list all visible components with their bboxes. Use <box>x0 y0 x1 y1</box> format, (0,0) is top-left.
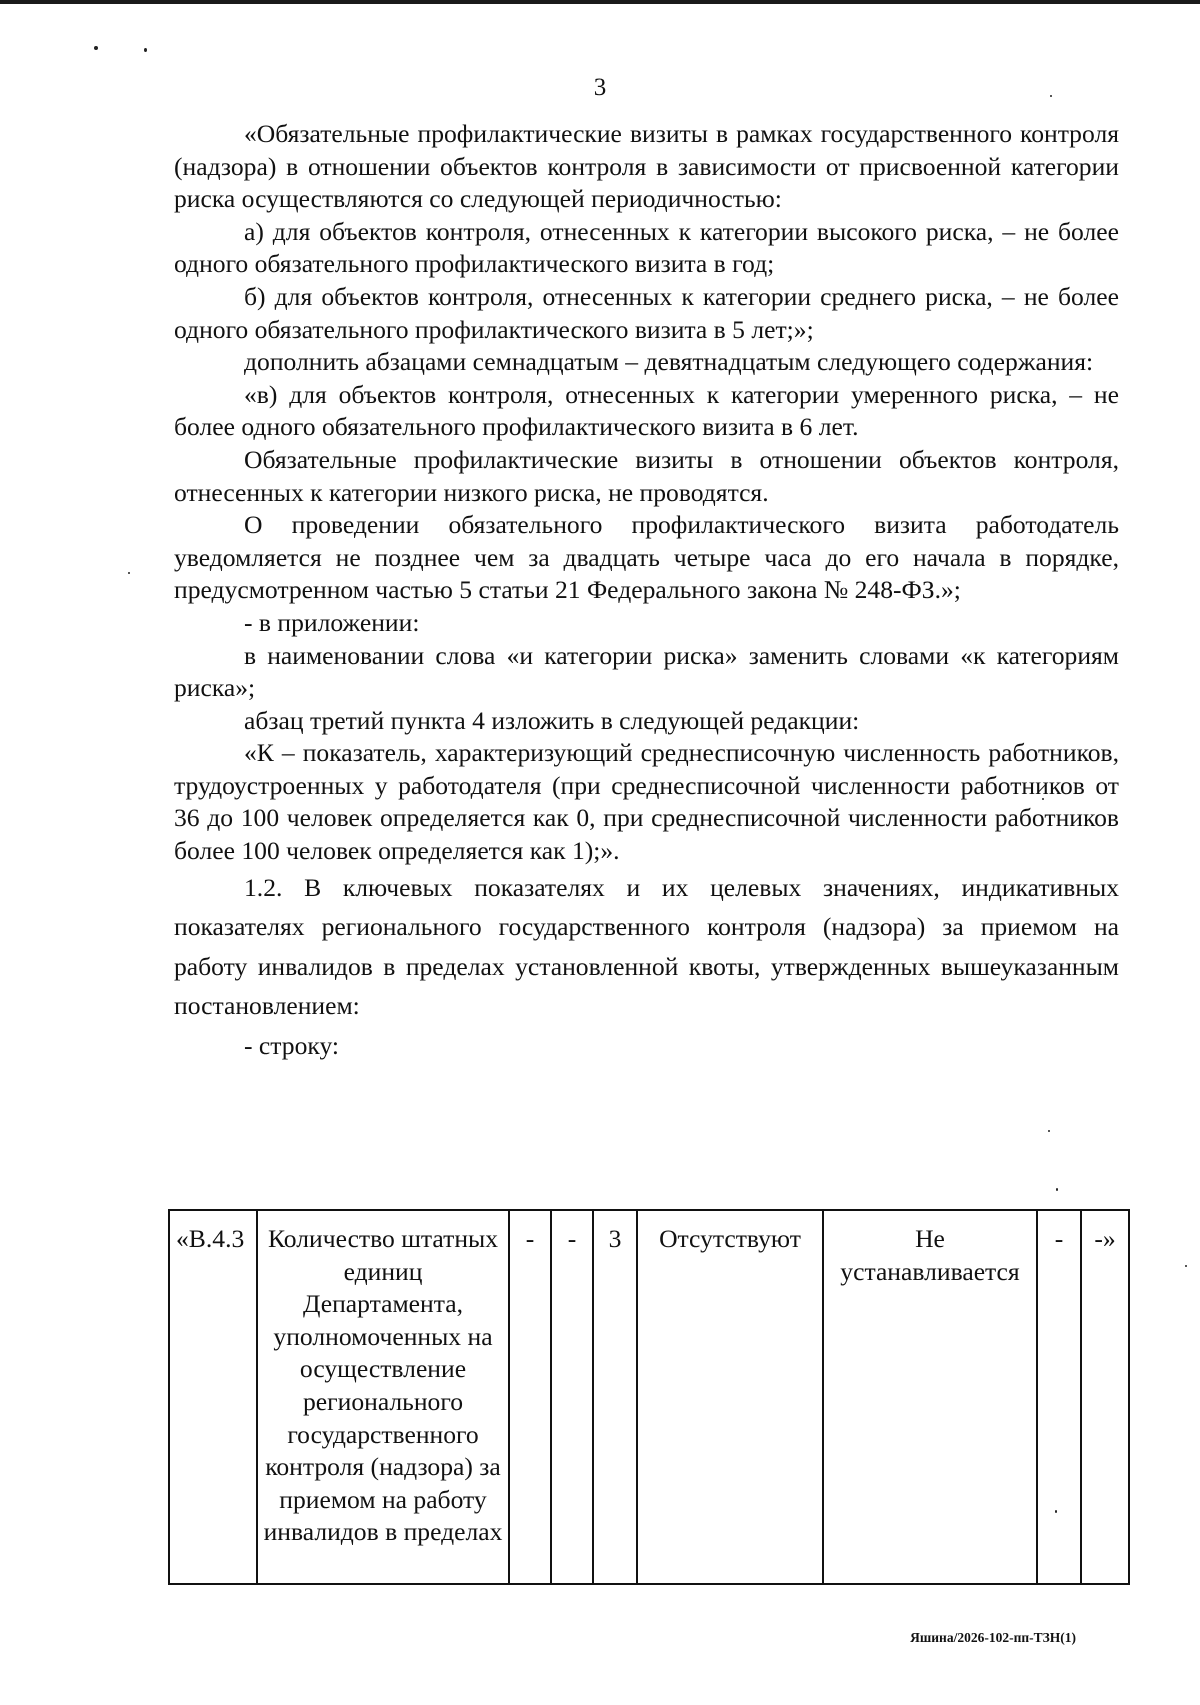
table-cell: Не устанавливается <box>823 1210 1037 1584</box>
scan-speck <box>1056 1188 1058 1191</box>
paragraph: в наименовании слова «и категории риска» заменить словами «к категориям риска»; <box>174 640 1119 703</box>
paragraph: абзац третий пункта 4 изложить в следующей редакции: <box>244 705 860 735</box>
scan-speck <box>144 48 147 52</box>
paragraph: дополнить абзацами семнадцатым – девятнадцатым следующего содержания: <box>244 347 1094 377</box>
table-cell-value: 3 <box>593 1210 637 1584</box>
table-row <box>169 1210 1129 1584</box>
table-cell: - <box>551 1210 593 1584</box>
scan-speck <box>1048 1130 1050 1132</box>
table-cell: Отсутствуют <box>637 1210 823 1584</box>
table-cell: - <box>1037 1210 1081 1584</box>
scan-speck <box>1185 1265 1187 1267</box>
paragraph: О проведении обязательного профилактического визита работодатель уведомляется не позднее чем за двадцать четыре часа до его начала в порядке, предусмотренном частью 5 статьи 21 Федерального закона № 248-ФЗ.»; <box>174 510 1119 605</box>
table-cell: - <box>509 1210 551 1584</box>
document-body <box>174 118 1119 1065</box>
paragraph: «в) для объектов контроля, отнесенных к категории умеренного риска, – не более одного обязательного профилактического визита в 6 лет. <box>174 379 1119 442</box>
table-cell-indicator-name: Количество штатных единиц Департамента, уполномоченных на осуществление регионального государственного контроля (надзора) за приемом на работу инвалидов в пределах <box>257 1210 509 1584</box>
paragraph: Обязательные профилактические визиты в отношении объектов контроля, отнесенных к категории низкого риска, не проводятся. <box>174 444 1119 507</box>
paragraph: б) для объектов контроля, отнесенных к категории среднего риска, – не более одного обязательного профилактического визита в 5 лет;»; <box>174 281 1119 344</box>
paragraph: 1.2. В ключевых показателях и их целевых значениях, индикативных показателях регионального государственного контроля (надзора) за приемом на работу инвалидов в пределах установленной квоты, утвержденных вышеуказанным постановлением: <box>174 872 1119 1021</box>
paragraph: а) для объектов контроля, отнесенных к категории высокого риска, – не более одного обязательного профилактического визита в год; <box>174 216 1119 279</box>
scan-speck <box>94 46 98 50</box>
table-cell-code: «В.4.3 <box>169 1210 257 1584</box>
scan-top-edge <box>0 0 1200 4</box>
document-footer-code: Яшина/2026-102-пп-ТЗН(1) <box>910 1630 1076 1645</box>
page-number: 3 <box>593 74 607 101</box>
paragraph: «Обязательные профилактические визиты в рамках государственного контроля (надзора) в отношении объектов контроля в зависимости от присвоенной категории риска осуществляются со следующей периодичностью: <box>174 119 1119 214</box>
scan-speck <box>128 572 130 574</box>
paragraph: - строку: <box>244 1030 340 1060</box>
paragraph: «К – показатель, характеризующий среднесписочную численность работников, трудоустроенных у работодателя (при среднесписочной численности работников от 36 до 100 человек определяется как 0, при среднесписочной численности работников более 100 человек определяется как 1);». <box>174 738 1119 866</box>
indicator-table <box>168 1209 1130 1585</box>
paragraph: - в приложении: <box>244 607 420 637</box>
table-cell: -» <box>1081 1210 1129 1584</box>
